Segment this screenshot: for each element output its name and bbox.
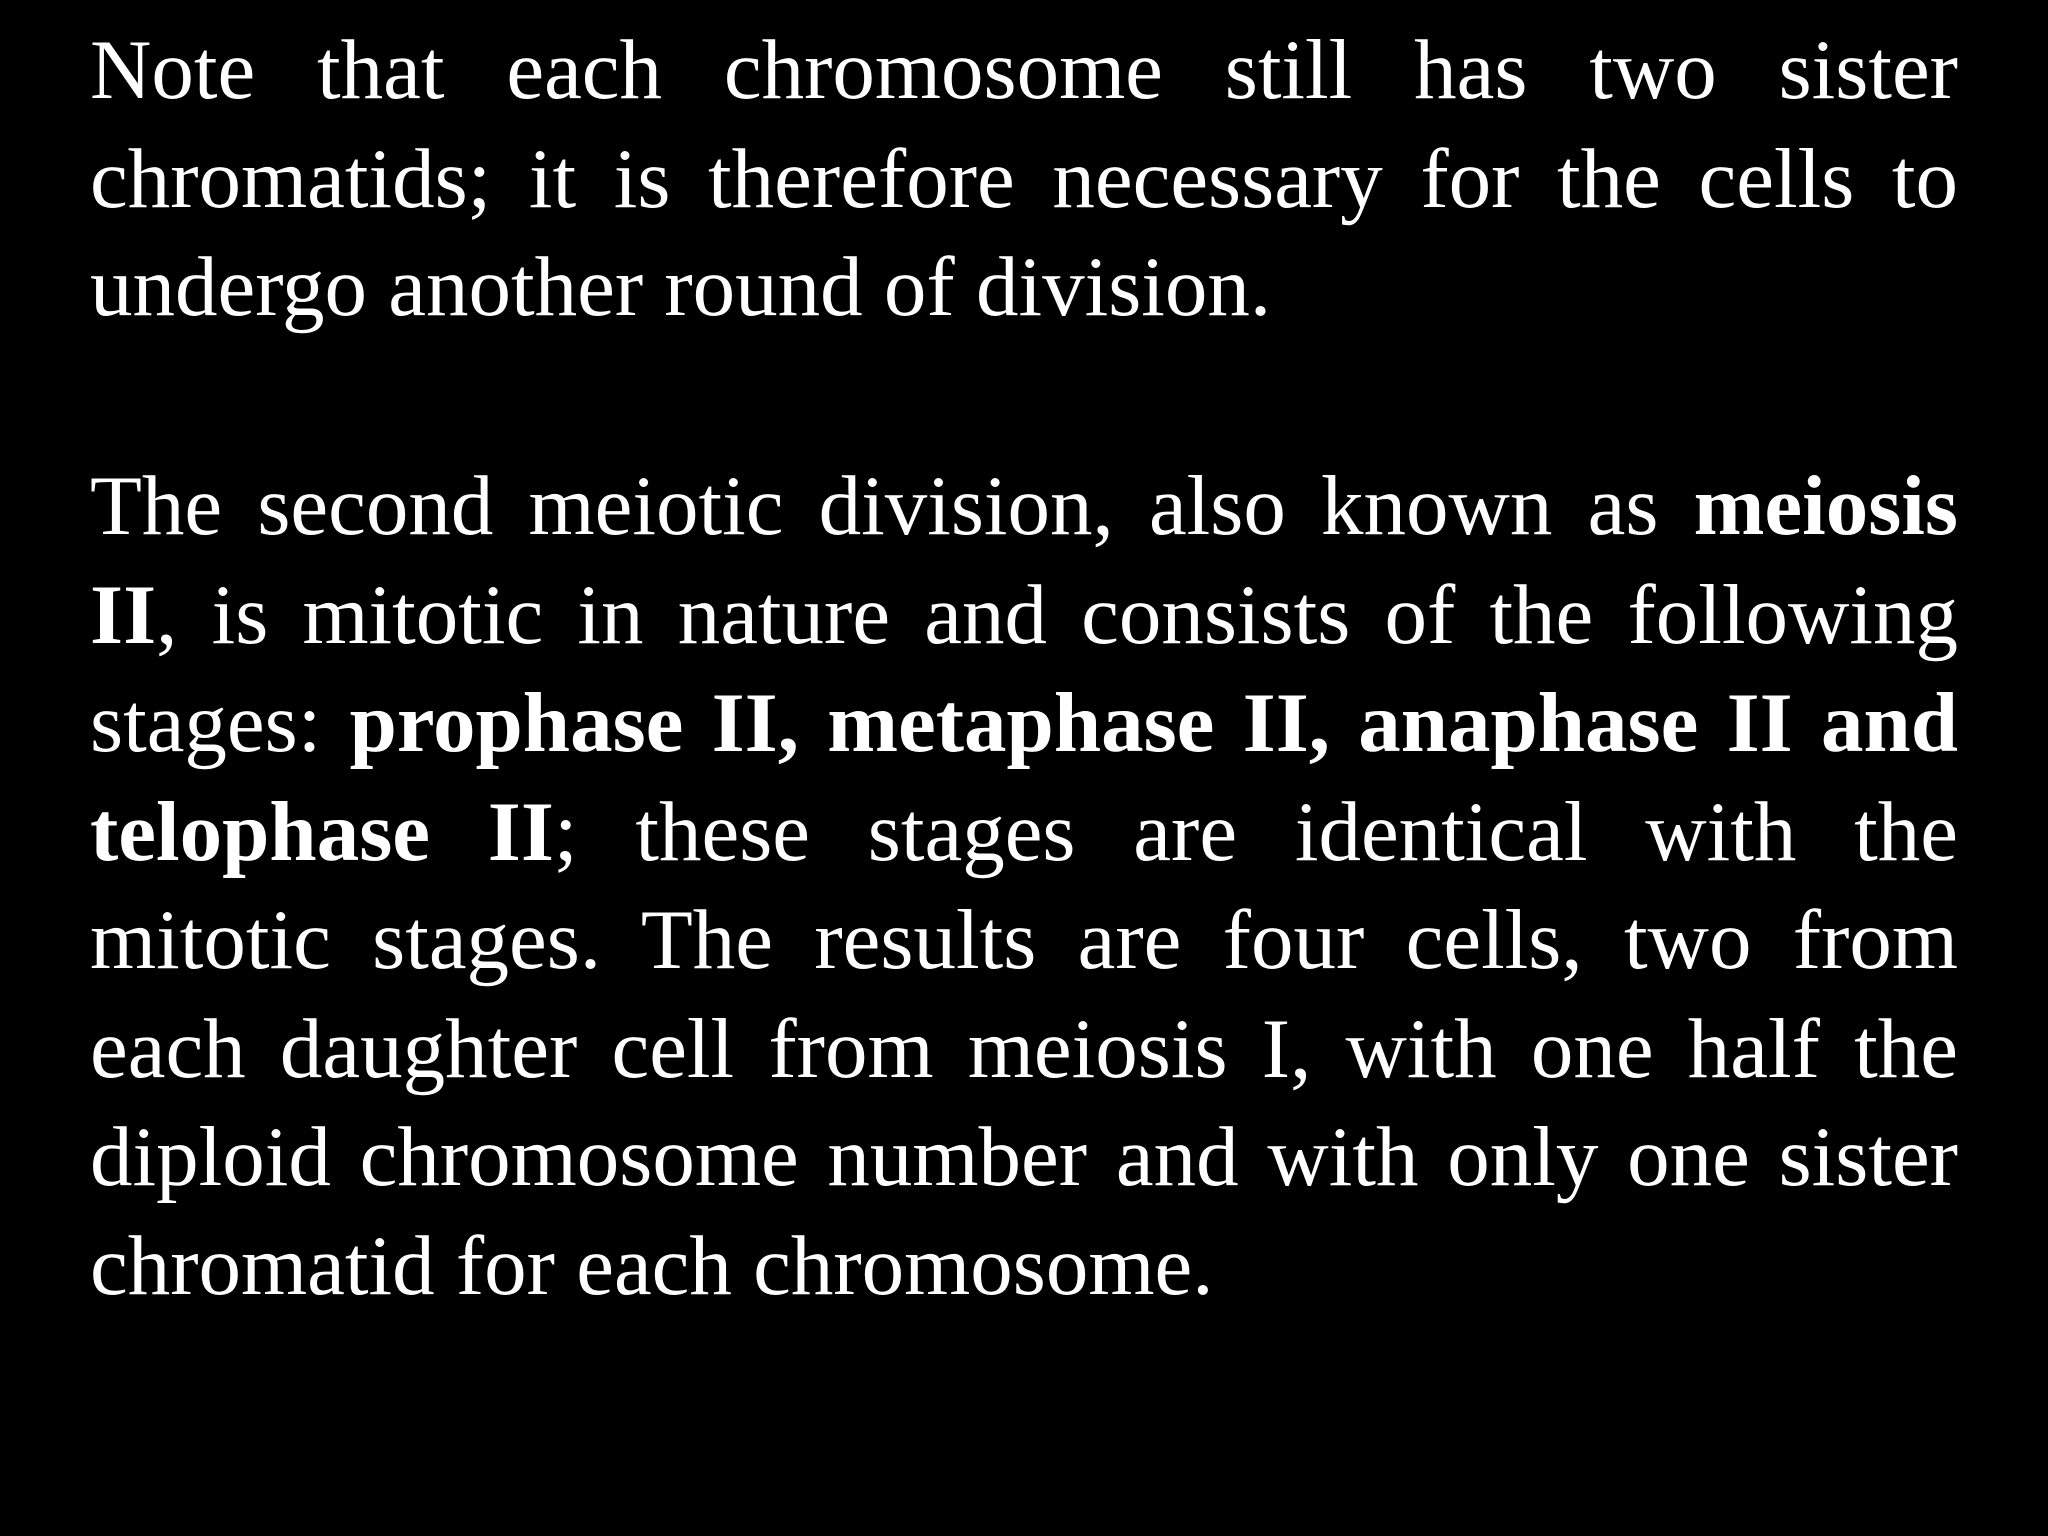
paragraph-chromatids-note: Note that each chromosome still has two sister chromatids; it is therefore necessary for the cells to undergo another round of division. (90, 23, 1958, 334)
term-stage-list: prophase II, metaphase II, anaphase II and telophase II (90, 676, 1958, 879)
paragraph-text-results: ; these stages are identical with the mitotic stages. The results are four cells, two from each daughter cell from meiosis I, with one half the diploid chromosome number and with only one sister chromatid for each chromosome. (90, 784, 1958, 1313)
paragraph-text-stages-lead: , is mitotic in nature and consists of the following stages: (90, 567, 1958, 770)
paragraph-text-intro: The second meiotic division, also known as (90, 459, 1694, 553)
paragraph-meiosis-ii (90, 452, 1958, 1320)
term-meiosis-ii: meiosis II (90, 459, 1958, 662)
